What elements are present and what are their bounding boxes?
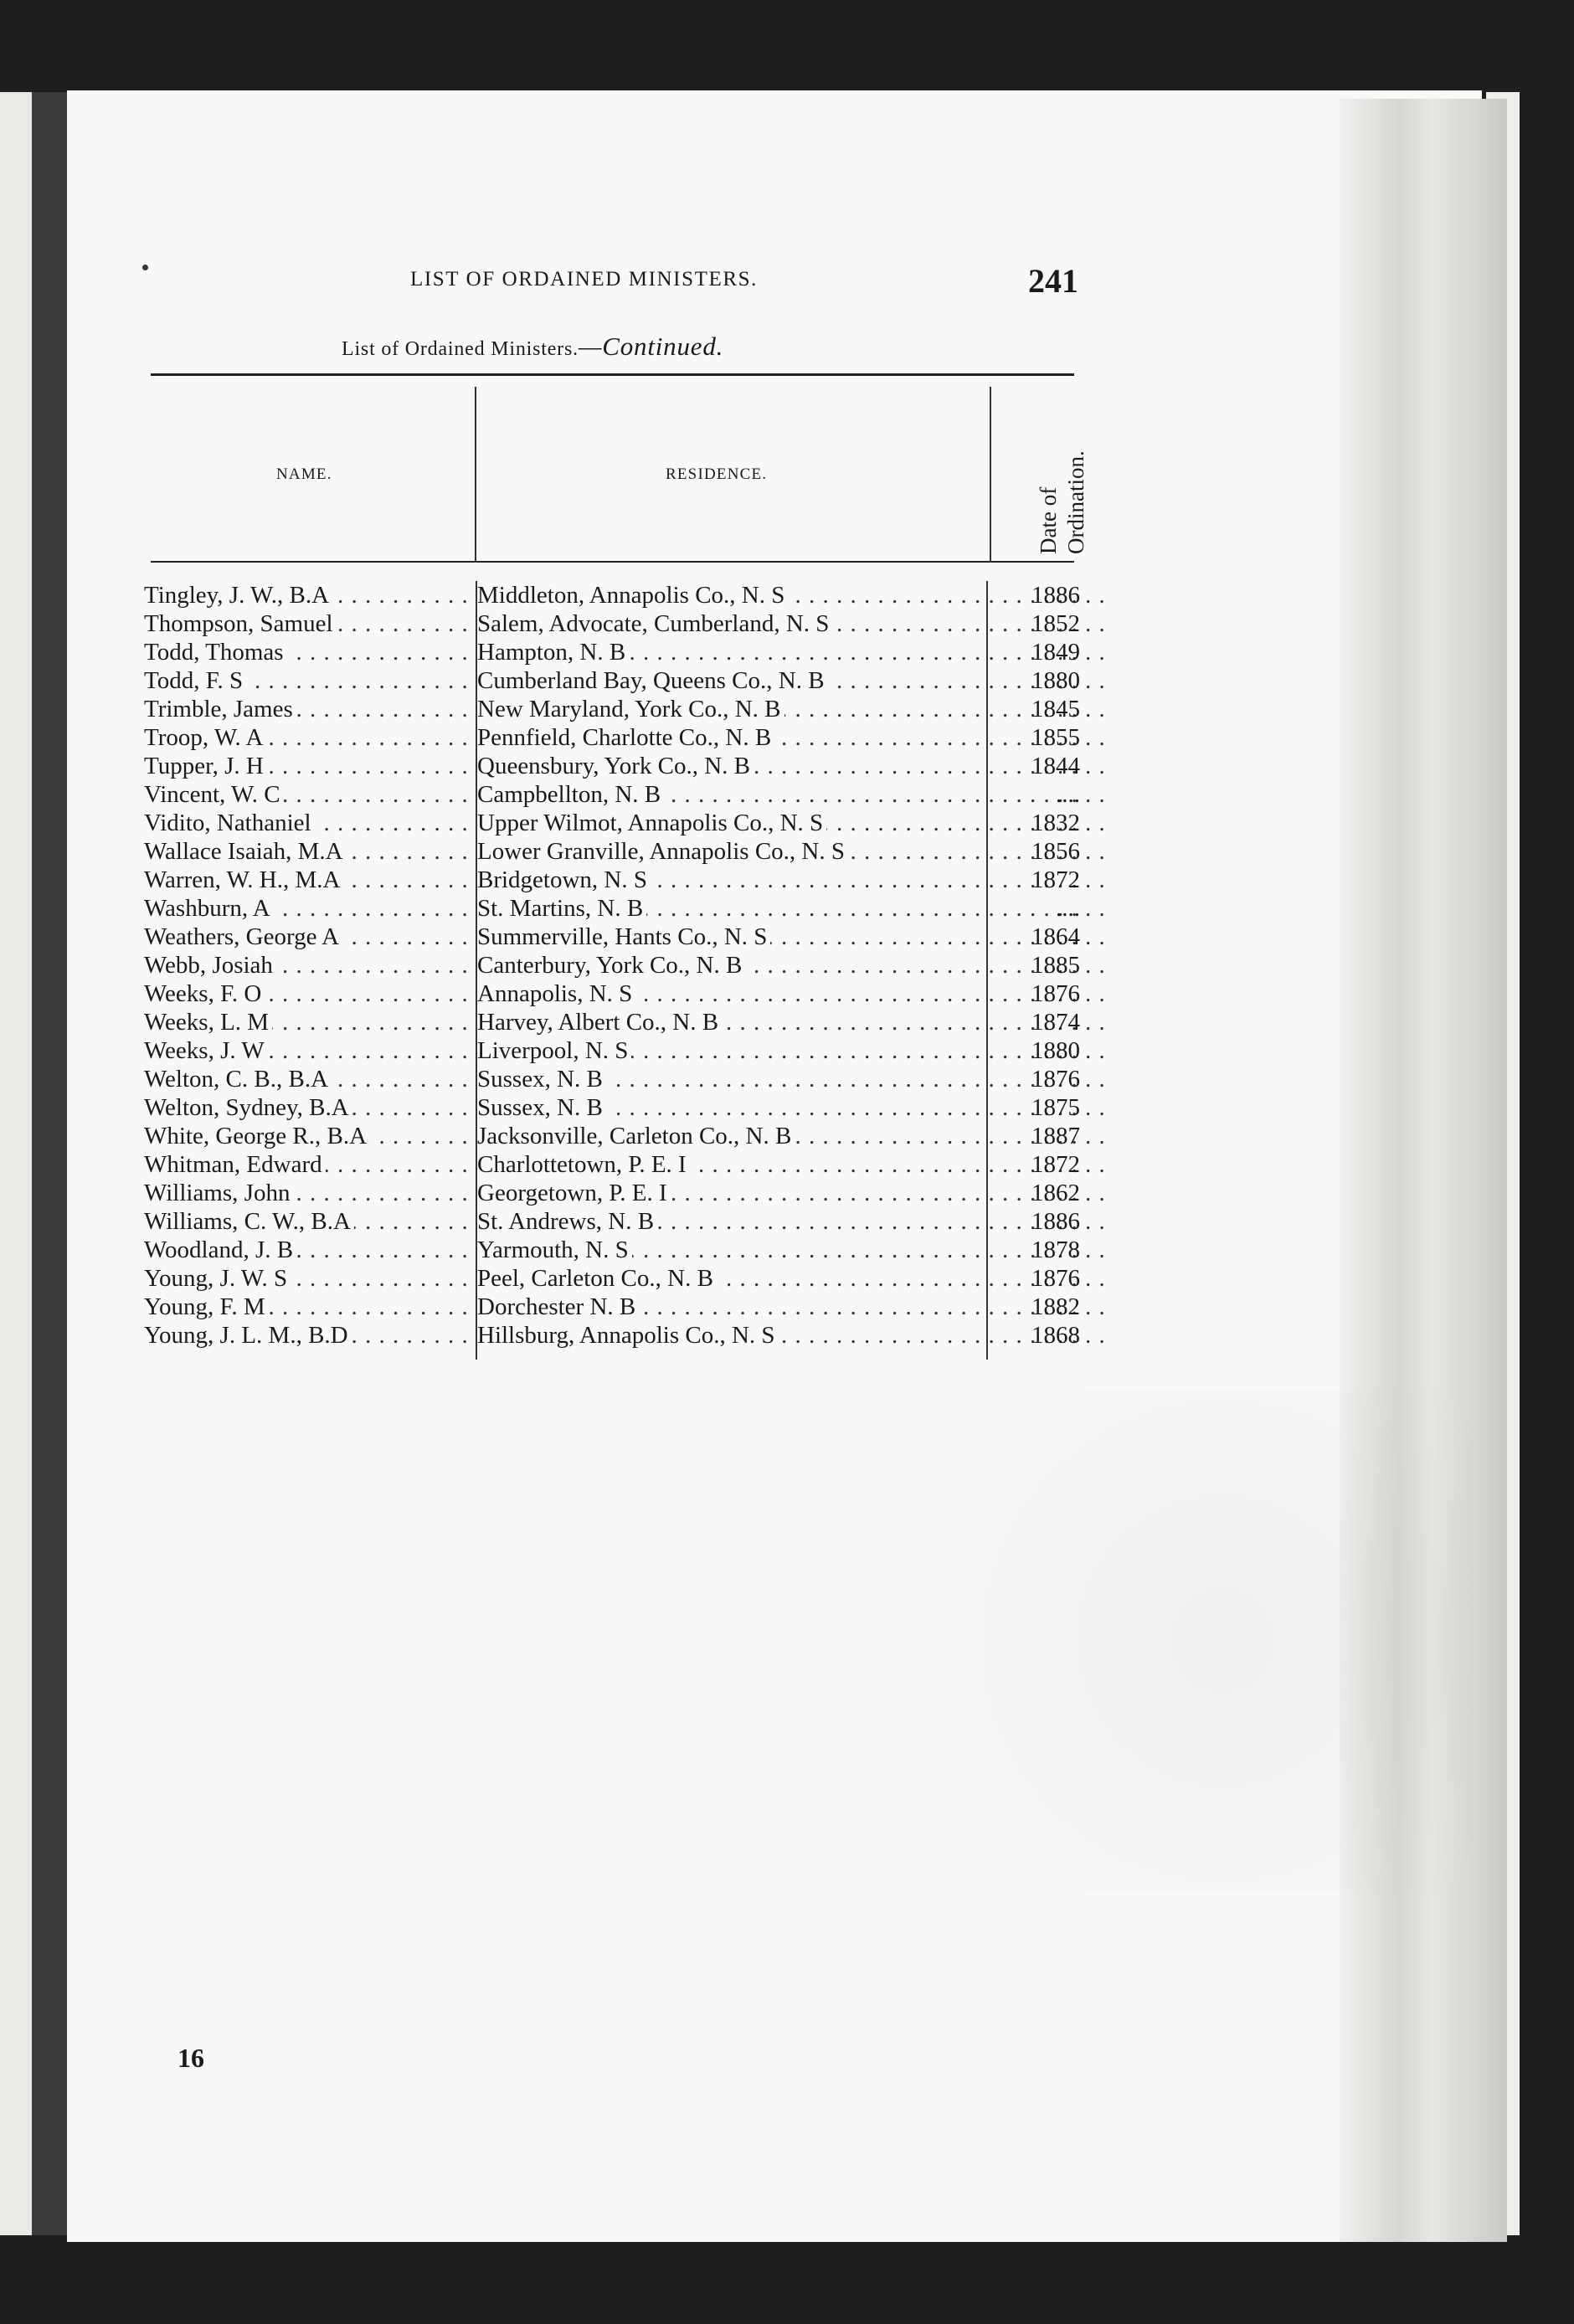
minister-name-cell — [144, 695, 471, 723]
residence: Sussex, N. B — [477, 1094, 606, 1121]
residence: Hillsburg, Annapolis Co., N. S — [477, 1322, 779, 1349]
minister-name: Webb, Josiah — [144, 952, 276, 979]
table-row — [134, 1321, 1080, 1350]
table-row — [134, 581, 1080, 609]
ordination-year: 1856 — [1031, 838, 1080, 865]
ordination-year: 1864 — [1031, 923, 1080, 950]
residence: Upper Wilmot, Annapolis Co., N. S — [477, 810, 826, 836]
minister-name: Washburn, A — [144, 895, 274, 922]
table-row — [134, 1179, 1080, 1207]
table-row — [134, 1093, 1080, 1122]
residence: Pennfield, Charlotte Co., N. B — [477, 724, 774, 751]
minister-name: Williams, John — [144, 1180, 293, 1206]
table-row — [134, 666, 1080, 695]
minister-name: Tupper, J. H — [144, 753, 267, 779]
ordination-year: 1882 — [1031, 1293, 1080, 1320]
column-divider-header-2 — [990, 387, 991, 563]
minister-name: Todd, Thomas — [144, 639, 287, 666]
ordination-year: 1868 — [1031, 1322, 1080, 1349]
minister-name: Young, F. M — [144, 1293, 269, 1320]
minister-name-cell — [144, 1264, 471, 1293]
ordination-year: 1855 — [1031, 724, 1080, 751]
table-row — [134, 638, 1080, 666]
table-row — [134, 695, 1080, 723]
minister-name-cell — [144, 666, 471, 695]
minister-name-cell — [144, 581, 471, 609]
table-row — [134, 923, 1080, 951]
minister-name: Wallace Isaiah, M.A — [144, 838, 347, 865]
subtitle-continued: —Continued. — [578, 332, 724, 361]
residence: St. Andrews, N. B — [477, 1208, 657, 1235]
book-gutter — [32, 92, 69, 2235]
residence: St. Martins, N. B — [477, 895, 646, 922]
minister-name: Weeks, L. M — [144, 1009, 272, 1036]
ordination-year: 1872 — [1031, 1151, 1080, 1178]
table-row — [134, 752, 1080, 780]
minister-name: Todd, F. S — [144, 667, 246, 694]
table-header-rule — [151, 561, 1074, 563]
ordination-year: 1874 — [1031, 1009, 1080, 1036]
minister-name-cell — [144, 809, 471, 837]
residence: Summerville, Hants Co., N. S — [477, 923, 770, 950]
ordination-year: .... — [1056, 781, 1080, 808]
residence: Hampton, N. B — [477, 639, 629, 666]
ordination-year: 1876 — [1031, 980, 1080, 1007]
table-row — [134, 1236, 1080, 1264]
ordination-year: 1880 — [1031, 1037, 1080, 1064]
ordination-year: 1844 — [1031, 753, 1080, 779]
minister-name: Trimble, James — [144, 696, 296, 722]
residence: Canterbury, York Co., N. B — [477, 952, 745, 979]
ordination-year: 1886 — [1031, 582, 1080, 609]
table-row — [134, 1036, 1080, 1065]
ordination-year: 1887 — [1031, 1123, 1080, 1149]
minister-name-cell — [144, 894, 471, 923]
minister-name-cell — [144, 1179, 471, 1207]
ordination-year: 1885 — [1031, 952, 1080, 979]
table-row — [134, 1207, 1080, 1236]
table-row — [134, 1008, 1080, 1036]
minister-name-cell — [144, 866, 471, 894]
ordination-year: 1852 — [1031, 610, 1080, 637]
ordination-year: .... — [1056, 895, 1080, 922]
residence: Annapolis, N. S — [477, 980, 635, 1007]
minister-name: Weeks, F. O — [144, 980, 265, 1007]
residence: Harvey, Albert Co., N. B — [477, 1009, 722, 1036]
ordination-year: 1876 — [1031, 1265, 1080, 1292]
ministers-table-body — [134, 581, 1080, 1350]
minister-name-cell — [144, 780, 471, 809]
minister-name-cell — [144, 923, 471, 951]
residence: Charlottetown, P. E. I — [477, 1151, 690, 1178]
minister-name: White, George R., B.A — [144, 1123, 370, 1149]
minister-name-cell — [144, 1150, 471, 1179]
minister-name: Welton, Sydney, B.A — [144, 1094, 352, 1121]
minister-name-cell — [144, 609, 471, 638]
minister-name: Vidito, Nathaniel — [144, 810, 315, 836]
minister-name: Whitman, Edward — [144, 1151, 326, 1178]
running-head: LIST OF ORDAINED MINISTERS. — [410, 268, 758, 290]
left-page-edge — [0, 92, 32, 2235]
table-row — [134, 1065, 1080, 1093]
minister-name-cell — [144, 1065, 471, 1093]
ordination-year: 1875 — [1031, 1094, 1080, 1121]
minister-name-cell — [144, 1093, 471, 1122]
minister-name-cell — [144, 1008, 471, 1036]
minister-name-cell — [144, 1036, 471, 1065]
minister-name: Woodland, J. B — [144, 1237, 296, 1263]
residence: Cumberland Bay, Queens Co., N. B — [477, 667, 828, 694]
ordination-year: 1832 — [1031, 810, 1080, 836]
table-row — [134, 1122, 1080, 1150]
minister-name-cell — [144, 1293, 471, 1321]
table-row — [134, 1150, 1080, 1179]
residence: Peel, Carleton Co., N. B — [477, 1265, 717, 1292]
residence: Jacksonville, Carleton Co., N. B — [477, 1123, 795, 1149]
ordination-year: 1849 — [1031, 639, 1080, 666]
minister-name-cell — [144, 752, 471, 780]
residence: Bridgetown, N. S — [477, 866, 651, 893]
ordination-year: 1886 — [1031, 1208, 1080, 1235]
residence: Liverpool, N. S — [477, 1037, 631, 1064]
minister-name: Warren, W. H., M.A — [144, 866, 343, 893]
table-row — [134, 979, 1080, 1008]
ordination-year: 1845 — [1031, 696, 1080, 722]
table-row — [134, 1293, 1080, 1321]
table-row — [134, 609, 1080, 638]
column-header-residence: RESIDENCE. — [666, 465, 768, 483]
table-row — [134, 951, 1080, 979]
column-header-date: Date of Ordination. — [1036, 450, 1088, 554]
minister-name-cell — [144, 1207, 471, 1236]
residence: Georgetown, P. E. I — [477, 1180, 671, 1206]
residence: Salem, Advocate, Cumberland, N. S — [477, 610, 832, 637]
table-top-rule — [151, 373, 1074, 376]
minister-name-cell — [144, 979, 471, 1008]
table-subtitle — [342, 332, 723, 362]
minister-name: Tingley, J. W., B.A — [144, 582, 332, 609]
table-row — [134, 723, 1080, 752]
minister-name: Williams, C. W., B.A — [144, 1208, 354, 1235]
residence: Lower Granville, Annapolis Co., N. S — [477, 838, 848, 865]
minister-name-cell — [144, 837, 471, 866]
minister-name-cell — [144, 638, 471, 666]
table-row — [134, 866, 1080, 894]
minister-name: Young, J. L. M., B.D — [144, 1322, 352, 1349]
ordination-year: 1880 — [1031, 667, 1080, 694]
column-header-name: NAME. — [276, 465, 332, 483]
ink-speck — [142, 265, 148, 270]
ordination-year: 1872 — [1031, 866, 1080, 893]
ordination-year: 1876 — [1031, 1066, 1080, 1093]
minister-name-cell — [144, 951, 471, 979]
residence: Dorchester N. B — [477, 1293, 639, 1320]
residence: Queensbury, York Co., N. B — [477, 753, 754, 779]
minister-name: Thompson, Samuel — [144, 610, 337, 637]
column-divider-header-1 — [475, 387, 476, 563]
page-curl-shadow — [1340, 99, 1507, 2242]
minister-name-cell — [144, 1122, 471, 1150]
minister-name: Vincent, W. C — [144, 781, 284, 808]
minister-name-cell — [144, 723, 471, 752]
minister-name: Young, J. W. S — [144, 1265, 291, 1292]
minister-name-cell — [144, 1321, 471, 1350]
residence: Yarmouth, N. S — [477, 1237, 632, 1263]
ordination-year: 1878 — [1031, 1237, 1080, 1263]
table-row — [134, 837, 1080, 866]
minister-name-cell — [144, 1236, 471, 1264]
ordination-year: 1862 — [1031, 1180, 1080, 1206]
table-row — [134, 809, 1080, 837]
residence: Middleton, Annapolis Co., N. S — [477, 582, 788, 609]
subtitle-main: List of Ordained Ministers. — [342, 338, 579, 360]
show-through-stain — [971, 1390, 1474, 1892]
table-row — [134, 894, 1080, 923]
residence: Sussex, N. B — [477, 1066, 606, 1093]
minister-name: Welton, C. B., B.A — [144, 1066, 332, 1093]
minister-name: Troop, W. A — [144, 724, 266, 751]
table-row — [134, 780, 1080, 809]
signature-mark: 16 — [177, 2043, 204, 2073]
minister-name: Weeks, J. W — [144, 1037, 268, 1064]
residence: New Maryland, York Co., N. B — [477, 696, 784, 722]
residence: Campbellton, N. B — [477, 781, 664, 808]
minister-name: Weathers, George A — [144, 923, 342, 950]
table-row — [134, 1264, 1080, 1293]
page-number: 241 — [1028, 262, 1078, 300]
